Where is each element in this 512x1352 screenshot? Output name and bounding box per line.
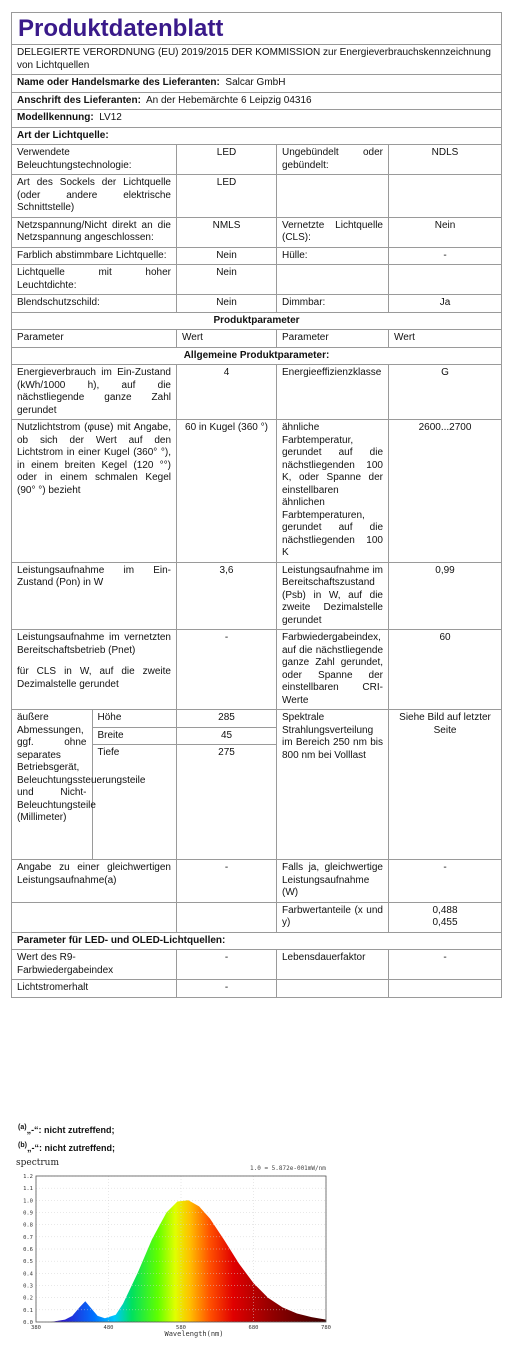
y-tick-label: 0.9 <box>23 1210 33 1217</box>
supplier-address-label: Anschrift des Lieferanten: <box>17 94 141 106</box>
empty-cell <box>389 980 502 998</box>
footnotes <box>18 1120 115 1156</box>
col-header-value: Wert <box>177 330 277 348</box>
y-tick-label: 0.7 <box>23 1234 33 1241</box>
equivalent-power-w-label: Falls ja, gleichwertige Leistungsaufnahme (W) <box>277 860 389 903</box>
equivalent-power-w-value: - <box>389 860 502 903</box>
footnote-a: $^{(a)}$„-“: nicht zutreffend; <box>18 1124 115 1135</box>
lifetime-factor-value: - <box>389 950 502 980</box>
dimensions-table <box>12 710 176 859</box>
art-header: Art der Lichtquelle: <box>12 127 502 145</box>
chromaticity-label: Farbwertanteile (x und y) <box>277 902 389 932</box>
data-sheet-table <box>11 12 502 998</box>
cri-label: Farbwiedergabeindex, auf die nächstliegende ganze Zahl gerundet, oder Spanne der einstellbaren CRI-Werte <box>277 630 389 710</box>
empty-cell <box>277 980 389 998</box>
lumen-maintenance-value: - <box>177 980 277 998</box>
y-tick-label: 0.8 <box>23 1222 33 1229</box>
glare-shield-value: Nein <box>177 295 277 313</box>
col-header-parameter: Parameter <box>277 330 389 348</box>
empty-cell <box>277 265 389 295</box>
energy-consumption-label: Energieverbrauch im Ein-Zustand (kWh/1000 h), auf die nächstliegende ganze Zahl gerundet <box>12 365 177 420</box>
lifetime-factor-label: Lebensdauerfaktor <box>277 950 389 980</box>
envelope-label: Hülle: <box>277 247 389 265</box>
y-tick-label: 0.3 <box>23 1283 33 1290</box>
dimensions-cell <box>12 710 177 860</box>
glare-shield-label: Blendschutzschild: <box>12 295 177 313</box>
luminous-flux-value: 60 in Kugel (360 °) <box>177 420 277 563</box>
cls-label: Vernetzte Lichtquelle (CLS): <box>277 217 389 247</box>
spectral-distribution-value: Siehe Bild auf letzter Seite <box>389 710 502 860</box>
standby-power-value: 0,99 <box>389 562 502 630</box>
dimensions-values-cell <box>177 710 277 860</box>
technology-value: LED <box>177 145 277 175</box>
x-tick-label: 480 <box>103 1325 114 1331</box>
col-header-value: Wert <box>389 330 502 348</box>
envelope-value: - <box>389 247 502 265</box>
x-axis-label: Wavelength(nm) <box>164 1330 224 1338</box>
y-tick-label: 1.0 <box>23 1198 33 1205</box>
supplier-name-row <box>12 75 502 93</box>
on-mode-power-value: 3,6 <box>177 562 277 630</box>
mains-value: NMLS <box>177 217 277 247</box>
networked-standby-label: Leistungsaufnahme im vernetzten Bereitschaftsbetrieb (Pnet) <box>17 632 171 656</box>
high-luminance-value: Nein <box>177 265 277 295</box>
cls-value: Nein <box>389 217 502 247</box>
product-params-header: Produktparameter <box>12 312 502 330</box>
lumen-maintenance-label: Lichtstromerhalt <box>12 980 177 998</box>
led-params-header: Parameter für LED- und OLED-Lichtquellen: <box>12 932 502 950</box>
empty-cell <box>177 902 277 932</box>
model-label: Modellkennung: <box>17 112 94 123</box>
dimmable-label: Dimmbar: <box>277 295 389 313</box>
equivalent-power-label <box>12 860 177 903</box>
footnote-a-text: „-“: nicht zutreffend; <box>26 1125 115 1135</box>
x-tick-label: 780 <box>321 1325 331 1331</box>
y-tick-label: 0.1 <box>23 1307 33 1314</box>
directional-label: Ungebündelt oder gebündelt: <box>277 145 389 175</box>
y-tick-label: 0.2 <box>23 1295 33 1302</box>
r9-value: - <box>177 950 277 980</box>
socket-value: LED <box>177 175 277 218</box>
technology-label: Verwendete Beleuchtungstechnologie: <box>12 145 177 175</box>
high-luminance-label: Lichtquelle mit hoher Leuchtdichte: <box>12 265 177 295</box>
y-tick-label: 0.0 <box>23 1320 33 1326</box>
dimensions-values-table <box>177 710 276 859</box>
efficiency-class-value: G <box>389 365 502 420</box>
chromaticity-x: 0,488 <box>432 904 458 916</box>
socket-label: Art des Sockels der Lichtquelle (oder andere elektrische Schnittstelle) <box>12 175 177 218</box>
empty-cell <box>389 265 502 295</box>
tunable-label: Farblich abstimmbare Lichtquelle: <box>12 247 177 265</box>
chromaticity-y: 0,455 <box>432 917 458 928</box>
spectrum-chart <box>14 1156 338 1344</box>
equivalent-power-text: Angabe zu einer gleichwertigen Leistungsaufnahme(a) <box>17 862 171 886</box>
model-value: LV12 <box>99 112 122 123</box>
x-tick-label: 680 <box>248 1325 259 1331</box>
dim-height-value: 285 <box>177 710 276 727</box>
chromaticity-values <box>389 902 502 932</box>
color-temperature-label: ähnliche Farbtemperatur, gerundet auf die nächstliegenden 100 K, oder Spanne der einstellbaren ähnlichen Farbtemperaturen, gerundet auf die nächstliegenden 100 K <box>277 420 389 563</box>
empty-cell <box>12 902 177 932</box>
x-tick-label: 580 <box>176 1325 186 1331</box>
y-tick-label: 1.2 <box>23 1174 33 1180</box>
networked-standby-value: - <box>177 630 277 710</box>
product-data-sheet <box>11 12 501 998</box>
dim-width-value: 45 <box>177 727 276 745</box>
footnote-b: $^{(b)}$„-“: nicht zutreffend; <box>18 1142 115 1153</box>
networked-standby-cell <box>12 630 177 710</box>
y-tick-label: 0.6 <box>23 1247 33 1253</box>
equivalent-power-value: - <box>177 860 277 903</box>
r9-label: Wert des R9-Farbwiedergabeindex <box>12 950 177 980</box>
empty-cell <box>389 175 502 218</box>
dimmable-value: Ja <box>389 295 502 313</box>
networked-standby-note: für CLS in W, auf die zweite Dezimalstelle gerundet <box>17 666 171 690</box>
y-tick-label: 0.5 <box>23 1259 33 1266</box>
y-tick-label: 0.4 <box>23 1271 33 1278</box>
chart-info: 1.0 = 5.872e-001mW/nm <box>250 1165 326 1172</box>
regulation-text: DELEGIERTE VERORDNUNG (EU) 2019/2015 DER KOMMISSION zur Energieverbrauchskennzeichnung von Lichtquellen <box>12 45 502 75</box>
col-header-parameter: Parameter <box>12 330 177 348</box>
dim-depth-value: 275 <box>218 747 235 758</box>
efficiency-class-label: Energieeffizienzklasse <box>277 365 389 420</box>
spectral-distribution-label: Spektrale Strahlungsverteilung im Bereich 250 nm bis 800 nm bei Volllast <box>277 710 389 860</box>
dim-height-label: Höhe <box>92 710 176 727</box>
dim-depth-label: Tiefe <box>92 745 176 860</box>
mains-label: Netzspannung/Nicht direkt an die Netzspannung angeschlossen: <box>12 217 177 247</box>
empty-cell <box>277 175 389 218</box>
supplier-address-row <box>12 92 502 110</box>
supplier-address-value: An der Hebemärchte 6 Leipzig 04316 <box>145 94 312 106</box>
general-params-header: Allgemeine Produktparameter: <box>12 347 502 365</box>
standby-power-label: Leistungsaufnahme im Bereitschaftszustand (Psb) in W, auf die zweite Dezimalstelle gerundet <box>277 562 389 630</box>
x-tick-label: 380 <box>31 1325 41 1331</box>
dim-width-label: Breite <box>92 727 176 745</box>
cri-value: 60 <box>389 630 502 710</box>
dimensions-label: äußere Abmessungen, ggf. ohne separates Betriebsgerät, Beleuchtungssteuerungsteile und Nicht-Beleuchtungsteile (Millimeter) <box>12 710 92 859</box>
on-mode-power-label: Leistungsaufnahme im Ein-Zustand (Pon) in W <box>12 562 177 630</box>
footnote-b-text: „-“: nicht zutreffend; <box>26 1143 115 1153</box>
chart-title: spectrum <box>16 1158 59 1168</box>
tunable-value: Nein <box>177 247 277 265</box>
page-title: Produktdatenblatt <box>12 13 502 45</box>
directional-value: NDLS <box>389 145 502 175</box>
model-row <box>12 110 502 128</box>
supplier-name-value: Salcar GmbH <box>225 77 286 88</box>
y-tick-label: 1.1 <box>23 1186 33 1193</box>
luminous-flux-label: Nutzlichtstrom (φuse) mit Angabe, ob sich der Wert auf den Lichtstrom in einer Kugel (360° °), in einem breiten Kegel (120 °°) oder in einem schmalen Kegel (90° °) bezieht <box>12 420 177 563</box>
energy-consumption-value: 4 <box>177 365 277 420</box>
color-temperature-value: 2600...2700 <box>389 420 502 563</box>
supplier-name-label: Name oder Handelsmarke des Lieferanten: <box>17 77 220 88</box>
